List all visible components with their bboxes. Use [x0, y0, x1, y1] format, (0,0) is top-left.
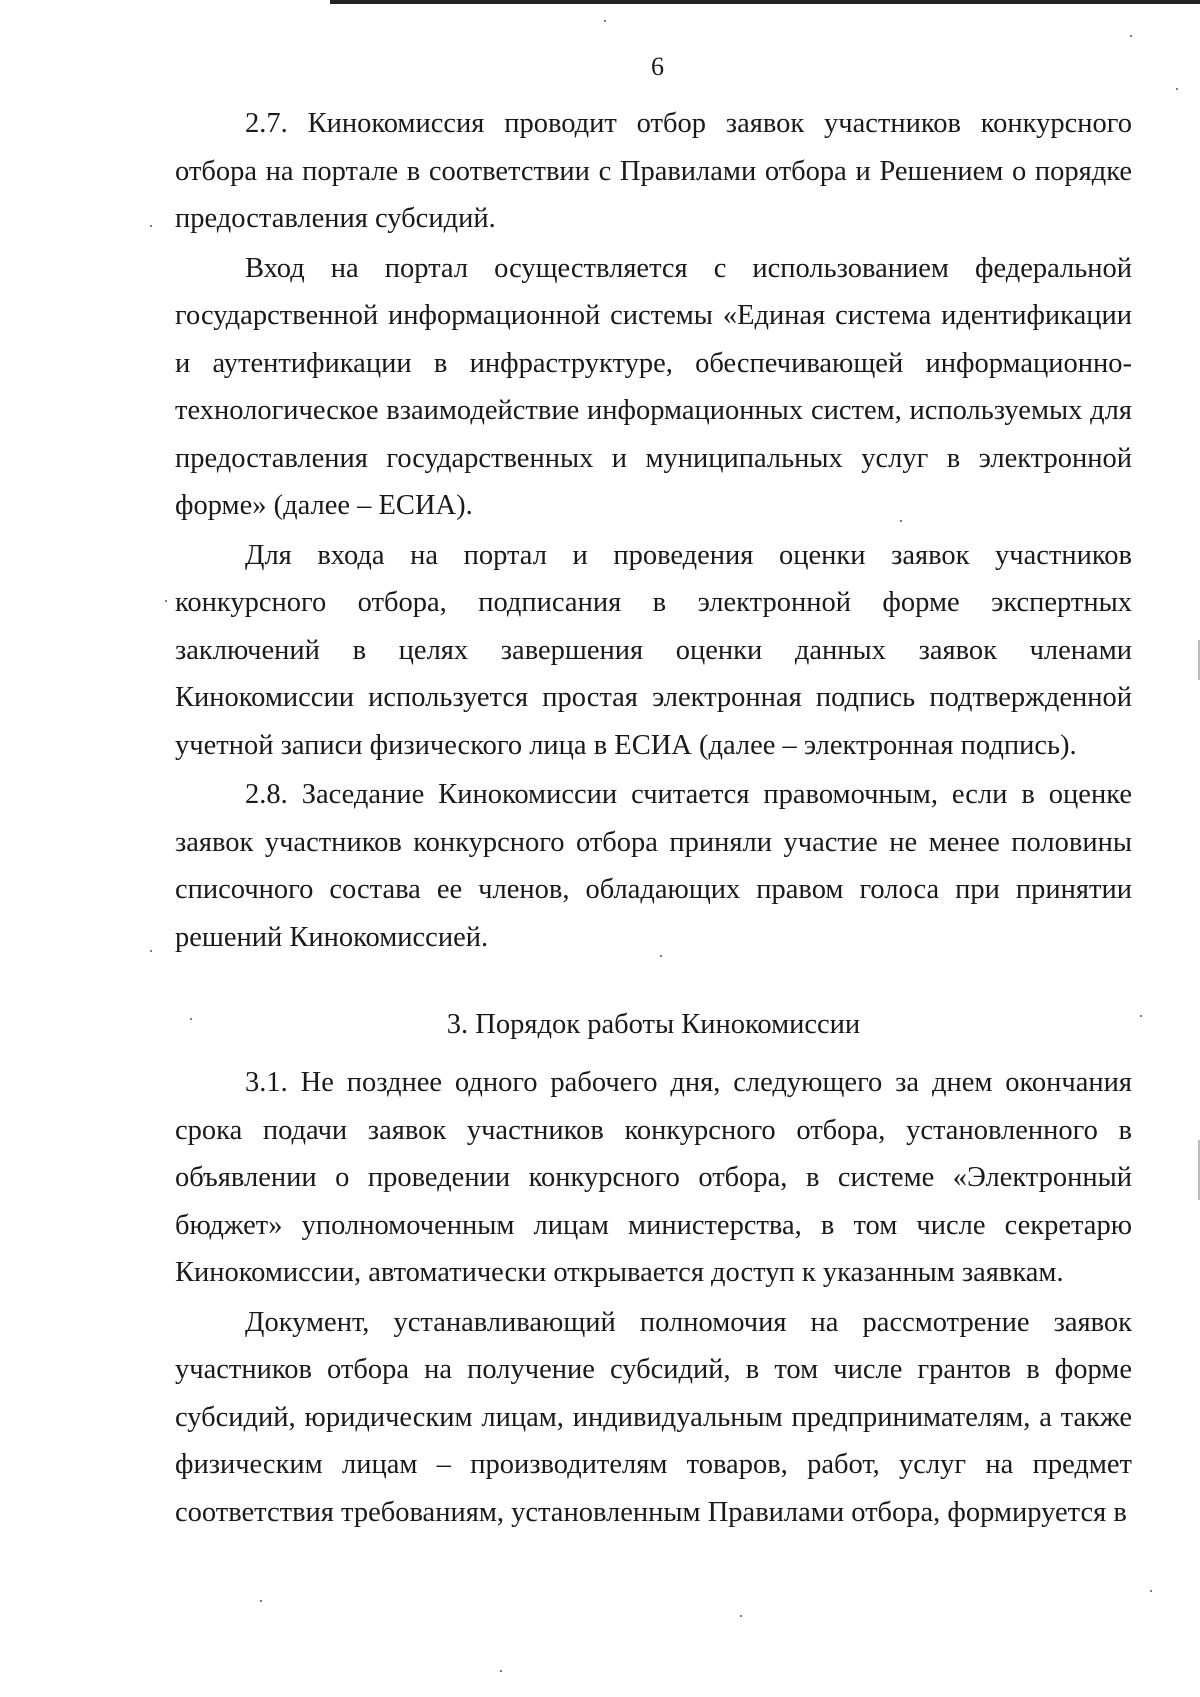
scan-speck	[190, 1018, 192, 1020]
scan-speck	[150, 950, 152, 952]
scan-speck	[660, 955, 662, 957]
scan-speck	[1150, 1590, 1152, 1592]
paragraph-document-authority: Документ, устанавливающий полномочия на рассмотрение заявок участников отбора на получение субсидий, в том числе грантов в форме субсидий, юридическим лицам, индивидуальным предпринимателям, а также физическим лицам – производителям товаров, работ, услуг на предмет соответствия требованиям, установленным Правилами отбора, формируется в	[175, 1306, 1132, 1528]
scan-speck	[1130, 35, 1132, 37]
scan-speck	[604, 20, 606, 22]
scan-speck	[1140, 1015, 1142, 1017]
body-text	[175, 100, 1132, 1536]
paragraph-electronic-signature: Для входа на портал и проведения оценки заявок участников конкурсного отбора, подписания в электронной форме экспертных заключений в целях завершения оценки данных заявок членами Кинокомиссии используется простая электронная подпись подтвержденной учетной записи физического лица в ЕСИА (далее – электронная подпись).	[175, 539, 1132, 761]
paragraph-3-1: 3.1. Не позднее одного рабочего дня, следующего за днем окончания срока подачи заявок участников конкурсного отбора, установленного в объявлении о проведении конкурсного отбора, в системе «Электронный бюджет» уполномоченным лицам министерства, в том числе секретарю Кинокомиссии, автоматически открывается доступ к указанным заявкам.	[175, 1067, 1132, 1288]
page-number: 6	[651, 52, 664, 81]
top-border-line	[330, 0, 1200, 4]
scan-speck	[500, 1670, 502, 1672]
scan-speck	[260, 1600, 262, 1602]
scan-speck	[1176, 88, 1178, 90]
scan-speck	[150, 225, 152, 227]
paragraph-esia-login: Вход на портал осуществляется с использованием федеральной государственной информационной системы «Единая система идентификации и аутентификации в инфраструктуре, обеспечивающей информационно-технологическое взаимодействие информационных систем, используемых для предоставления государственных и муниципальных услуг в электронной форме» (далее – ЕСИА).	[175, 252, 1132, 521]
scan-speck	[900, 520, 902, 522]
scan-speck	[740, 1615, 742, 1617]
scan-speck	[165, 600, 167, 602]
section-3-heading: 3. Порядок работы Кинокомиссии	[446, 1009, 861, 1040]
paragraph-2-8: 2.8. Заседание Кинокомиссии считается правомочным, если в оценке заявок участников конкурсного отбора приняли участие не менее половины списочного состава ее членов, обладающих правом голоса при принятии решений Кинокомиссией.	[175, 779, 1132, 953]
paragraph-2-7: 2.7. Кинокомиссия проводит отбор заявок участников конкурсного отбора на портале в соответствии с Правилами отбора и Решением о порядке предоставления субсидий.	[175, 108, 1132, 234]
